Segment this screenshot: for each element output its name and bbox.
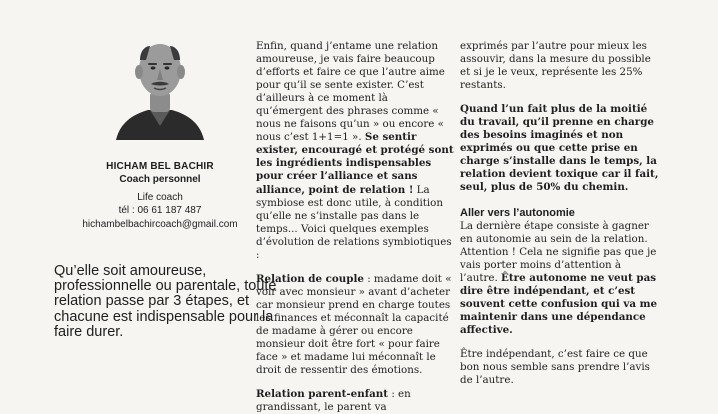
paragraph-lead: Relation de couple	[256, 272, 364, 285]
paragraph-lead: Relation parent-enfant	[256, 388, 389, 401]
paragraph	[256, 273, 454, 377]
emphasis-text: Quand l’un fait plus de la moitié du travail, qu’il prenne en charge des besoins imaginés et non exprimés ou que cette prise en charge s’installe dans le temps, la relation devient toxique car il fait, seul, plus de 50% du chemin.	[460, 103, 659, 194]
section-heading: Aller vers l’autonomie	[460, 206, 575, 219]
paragraph: exprimés par l’autre pour mieux les assouvir, dans la mesure du possible et si je le veux, représente les 25% restants.	[460, 40, 651, 92]
paragraph-text: Enfin, quand j’entame une relation amoureuse, je vais faire beaucoup d’efforts et faire ce que l’autre aime pour qu’il se sente exister. C’est d’ailleurs à ce moment là qu’émergent des phrases comme « nous ne faisons qu’un » ou encore « nous c’est 1+1=1 ».	[256, 40, 445, 144]
paragraph-text: La dernière étape consiste à gagner en autonomie au sein de la relation. Attention ! Cela ne signifie pas que je vais porter moins d’attention à l’autre.	[460, 219, 657, 284]
coach-portrait	[112, 30, 208, 140]
paragraph-text: : madame doit « voir avec monsieur » avant d’acheter car monsieur prend en charge toutes les finances et méconnaît la capacité de madame à gérer ou encore monsieur doit être fort « pour faire face » et madame lui méconnaît le droit de ressentir des émotions.	[256, 272, 452, 377]
profile-role: Coach personnel	[119, 174, 201, 185]
profile-detail-title: Life coach	[137, 192, 183, 203]
paragraph	[256, 388, 454, 414]
paragraph	[460, 103, 662, 194]
profile-phone: tél : 06 61 187 487	[118, 205, 202, 216]
article-column-2	[460, 40, 662, 398]
article-column-1	[256, 40, 454, 414]
emphasis-text: Se sentir exister, encouragé et protégé sont les ingrédients indispensables pour créer l’alliance et sans alliance, point de relation !	[256, 131, 454, 196]
emphasis-text: Être autonome ne veut pas dire être indépendant, et c’est souvent cette confusion qui va me maintenir dans une dépendance affective.	[460, 271, 658, 336]
paragraph	[256, 40, 454, 262]
paragraph: Être indépendant, c’est faire ce que bon nous semble sans prendre l’avis de l’autre.	[460, 347, 650, 387]
intro-lead: Qu’elle soit amoureuse, professionnelle ou parentale, toute relation passe par 3 étapes, et chacune est indispensable pour la faire durer.	[54, 263, 277, 340]
paragraph-text: : en grandissant, le parent va	[256, 388, 411, 414]
profile-email: hichambelbachircoach@gmail.com	[82, 219, 238, 230]
paragraph-text: La symbiose est donc utile, à condition qu’elle ne s’installe pas dans le temps... Voici quelques exemples d’évolution de relations symbiotiques :	[256, 183, 452, 261]
profile-name: HICHAM BEL BACHIR	[106, 161, 214, 172]
paragraph	[460, 220, 662, 337]
